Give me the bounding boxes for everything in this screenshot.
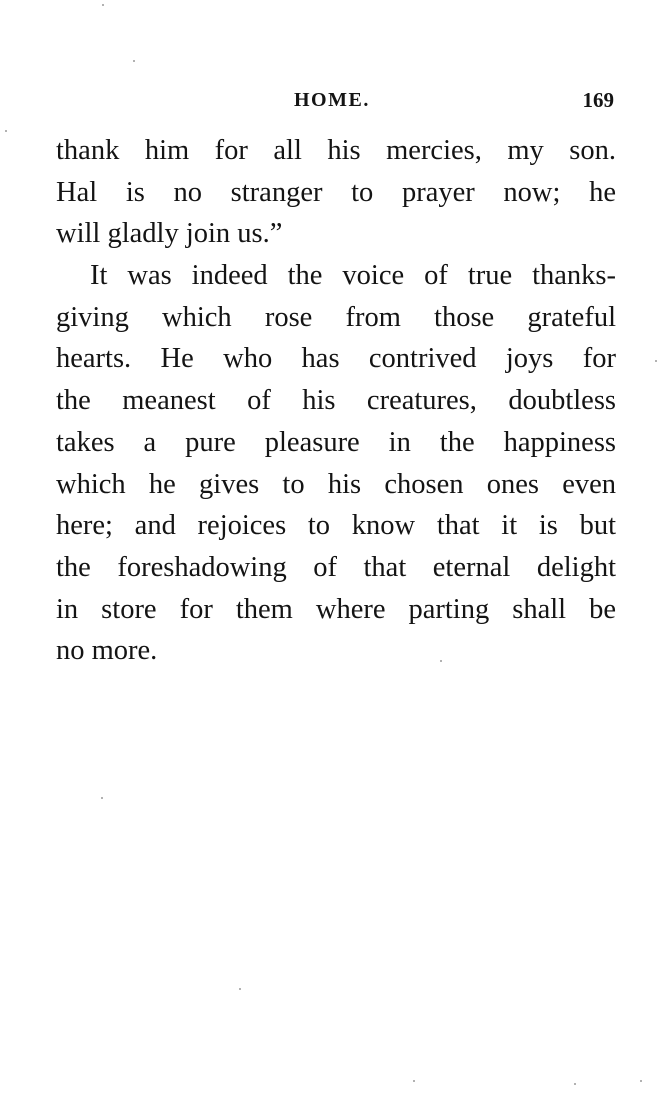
- scan-speck: [440, 660, 442, 662]
- scan-speck: [101, 797, 103, 799]
- text-line: giving which rose from those grateful: [56, 301, 616, 333]
- scan-speck: [133, 60, 135, 62]
- running-head: [56, 86, 616, 114]
- text-line: thank him for all his mercies, my son.: [56, 135, 616, 166]
- text-line: the foreshadowing of that eternal delight: [56, 551, 616, 583]
- body-text: [56, 130, 616, 672]
- text-line: Hal is no stranger to prayer now; he: [56, 176, 616, 208]
- scan-speck: [239, 988, 241, 990]
- scan-speck: [574, 1083, 576, 1085]
- text-line: which he gives to his chosen ones even: [56, 468, 616, 500]
- scan-speck: [102, 4, 104, 6]
- text-line: no more.: [56, 635, 158, 667]
- paragraph-first-line: It was indeed the voice of true thanks-: [90, 260, 616, 292]
- scan-speck: [5, 130, 7, 132]
- scan-speck: [640, 1080, 642, 1082]
- page-number: 169: [582, 88, 614, 112]
- text-line: will gladly join us.”: [56, 218, 283, 250]
- text-line: the meanest of his creatures, doubtless: [56, 385, 616, 417]
- text-line: in store for them where parting shall be: [56, 593, 616, 625]
- scan-speck: [413, 1080, 415, 1082]
- scan-speck: [655, 360, 657, 362]
- text-line: takes a pure pleasure in the happiness: [56, 426, 616, 458]
- text-line: here; and rejoices to know that it is but: [56, 510, 616, 542]
- text-line: hearts. He who has contrived joys for: [56, 343, 616, 375]
- running-title: HOME.: [294, 89, 370, 111]
